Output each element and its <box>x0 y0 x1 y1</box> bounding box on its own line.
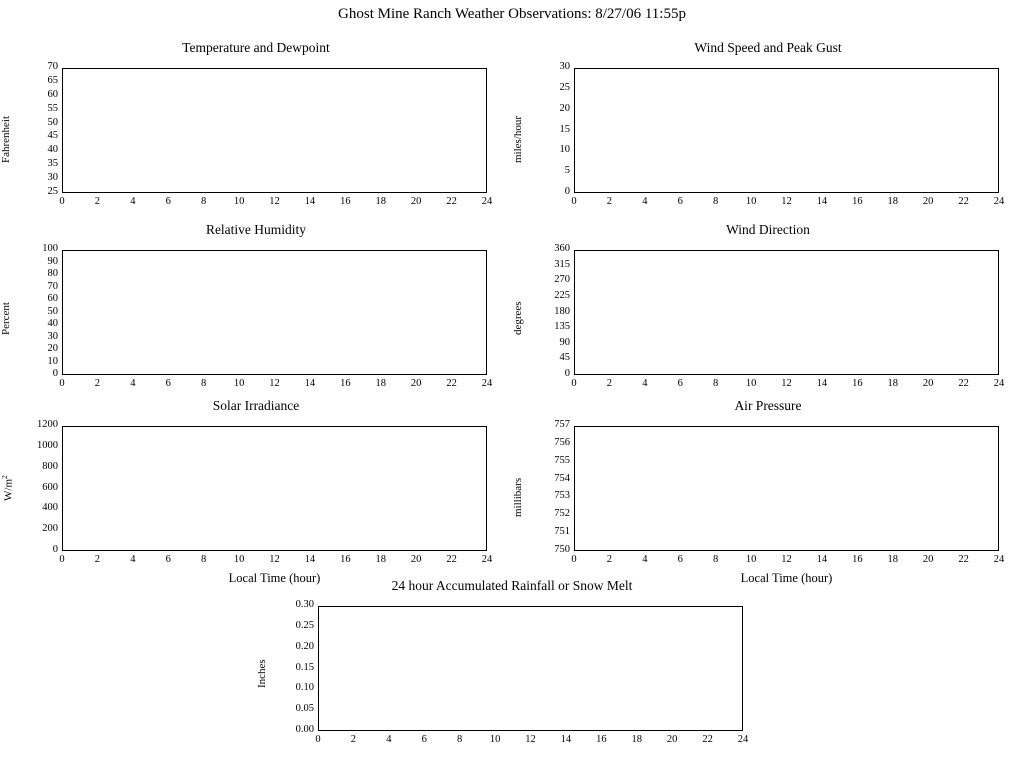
y-tick-temperature: 40 <box>47 144 58 156</box>
x-tick-wind_speed: 6 <box>677 196 683 207</box>
x-tick-pressure: 4 <box>642 554 648 565</box>
chart-title-humidity: Relative Humidity <box>205 222 307 237</box>
x-tick-rainfall: 22 <box>702 734 713 745</box>
y-tick-pressure: 755 <box>554 454 570 466</box>
x-axis-label-solar: Local Time (hour) <box>228 571 321 585</box>
x-tick-wind_direction: 0 <box>571 378 577 389</box>
x-tick-rainfall: 10 <box>489 734 501 745</box>
x-tick-pressure: 18 <box>887 554 898 565</box>
x-tick-rainfall: 2 <box>350 734 357 745</box>
plot-area-rainfall <box>318 606 743 731</box>
x-tick-solar: 4 <box>130 554 136 565</box>
x-tick-solar: 20 <box>410 554 422 565</box>
x-tick-humidity: 18 <box>375 378 386 389</box>
x-tick-humidity: 20 <box>410 378 422 389</box>
chart-panel-wind-direction <box>512 222 1024 402</box>
y-tick-temperature: 70 <box>47 61 58 72</box>
x-tick-humidity: 14 <box>304 378 316 389</box>
x-tick-temperature: 8 <box>201 196 207 207</box>
y-tick-solar: 600 <box>42 481 58 493</box>
plot-canvas-temperature <box>62 68 487 193</box>
plot-area-solar <box>62 426 487 551</box>
x-tick-rainfall: 8 <box>457 734 463 745</box>
x-tick-pressure: 24 <box>993 554 1005 565</box>
x-tick-solar: 22 <box>446 554 457 565</box>
y-tick-solar: 800 <box>42 460 58 472</box>
chart-title-pressure: Air Pressure <box>734 398 802 413</box>
y-tick-rainfall: 0.20 <box>295 640 314 652</box>
x-tick-humidity: 2 <box>94 378 101 389</box>
x-tick-wind_speed: 4 <box>642 196 648 207</box>
x-tick-temperature: 24 <box>481 196 493 207</box>
y-tick-humidity: 80 <box>47 268 58 279</box>
plot-canvas-wind_direction <box>574 250 999 375</box>
x-tick-pressure: 16 <box>852 554 863 565</box>
x-tick-humidity: 0 <box>59 378 65 389</box>
y-tick-pressure: 756 <box>554 436 570 448</box>
x-tick-wind_direction: 8 <box>713 378 719 389</box>
x-tick-pressure: 10 <box>745 554 757 565</box>
plot-area-humidity <box>62 250 487 375</box>
y-tick-pressure: 754 <box>554 472 570 484</box>
y-tick-humidity: 10 <box>47 355 58 367</box>
y-tick-temperature: 55 <box>47 102 58 114</box>
y-axis-label-pressure: millibars <box>512 478 524 518</box>
x-tick-temperature: 10 <box>233 196 245 207</box>
y-axis-label-solar: $W/m^2$ <box>0 475 15 502</box>
y-tick-temperature: 25 <box>47 186 58 197</box>
x-tick-humidity: 10 <box>233 378 245 389</box>
x-tick-wind_speed: 22 <box>958 196 969 207</box>
x-tick-humidity: 8 <box>201 378 207 389</box>
y-tick-wind_speed: 10 <box>559 144 570 156</box>
x-tick-wind_speed: 20 <box>922 196 934 207</box>
y-tick-temperature: 45 <box>47 130 58 142</box>
x-tick-wind_direction: 2 <box>606 378 613 389</box>
y-tick-rainfall: 0.25 <box>295 619 314 631</box>
x-tick-solar: 12 <box>269 554 280 565</box>
x-tick-wind_speed: 12 <box>781 196 792 207</box>
y-tick-humidity: 90 <box>47 255 58 267</box>
x-tick-wind_speed: 10 <box>745 196 757 207</box>
x-tick-humidity: 16 <box>340 378 351 389</box>
x-tick-pressure: 12 <box>781 554 792 565</box>
y-tick-pressure: 752 <box>554 508 570 520</box>
page-title: Ghost Mine Ranch Weather Observations: 8/27/06 11:55p <box>338 6 686 22</box>
chart-panel-temperature <box>0 40 512 220</box>
x-axis-label-pressure: Local Time (hour) <box>740 571 833 585</box>
x-tick-solar: 16 <box>340 554 351 565</box>
y-tick-rainfall: 0.10 <box>295 682 314 694</box>
y-tick-wind_direction: 360 <box>554 243 570 254</box>
x-tick-humidity: 22 <box>446 378 457 389</box>
x-tick-pressure: 0 <box>571 554 577 565</box>
y-tick-wind_direction: 270 <box>554 274 570 286</box>
y-tick-wind_direction: 135 <box>554 321 570 333</box>
x-tick-wind_direction: 22 <box>958 378 969 389</box>
y-tick-humidity: 30 <box>47 330 58 342</box>
y-tick-temperature: 60 <box>47 88 58 100</box>
y-tick-solar: 400 <box>42 502 58 514</box>
x-tick-wind_direction: 18 <box>887 378 898 389</box>
x-tick-solar: 2 <box>94 554 101 565</box>
chart-title-wind-direction: Wind Direction <box>726 222 810 237</box>
y-tick-solar: 200 <box>42 523 58 535</box>
x-tick-wind_speed: 18 <box>887 196 898 207</box>
x-tick-humidity: 12 <box>269 378 280 389</box>
x-tick-pressure: 22 <box>958 554 969 565</box>
x-tick-wind_direction: 10 <box>745 378 757 389</box>
y-tick-wind_speed: 25 <box>559 81 570 93</box>
x-tick-solar: 24 <box>481 554 493 565</box>
x-tick-rainfall: 0 <box>315 734 321 745</box>
x-tick-rainfall: 6 <box>421 734 427 745</box>
x-tick-pressure: 20 <box>922 554 934 565</box>
y-tick-wind_direction: 180 <box>554 305 570 317</box>
x-tick-rainfall: 4 <box>386 734 392 745</box>
y-tick-solar: 1200 <box>37 419 58 430</box>
x-tick-pressure: 8 <box>713 554 719 565</box>
y-tick-temperature: 50 <box>47 116 58 128</box>
y-tick-humidity: 70 <box>47 280 58 292</box>
y-tick-wind_speed: 0 <box>564 186 570 197</box>
x-tick-humidity: 4 <box>130 378 136 389</box>
y-tick-wind_direction: 315 <box>554 258 570 270</box>
plot-area-wind_speed <box>574 68 999 193</box>
plot-canvas-rainfall <box>318 606 743 731</box>
plot-canvas-solar <box>62 426 487 551</box>
x-tick-temperature: 22 <box>446 196 457 207</box>
y-tick-pressure: 753 <box>554 490 570 502</box>
y-tick-rainfall: 0.05 <box>295 703 314 715</box>
y-tick-temperature: 65 <box>47 74 58 86</box>
y-axis-label-wind_speed: miles/hour <box>512 115 524 163</box>
chart-panel-solar <box>0 398 512 588</box>
x-tick-wind_direction: 20 <box>922 378 934 389</box>
x-tick-solar: 18 <box>375 554 386 565</box>
x-tick-wind_speed: 24 <box>993 196 1005 207</box>
x-tick-wind_speed: 0 <box>571 196 577 207</box>
y-tick-wind_speed: 15 <box>559 123 570 135</box>
x-tick-solar: 10 <box>233 554 245 565</box>
y-tick-humidity: 0 <box>52 368 58 379</box>
y-tick-rainfall: 0.15 <box>295 661 314 673</box>
y-tick-rainfall: 0.00 <box>295 724 314 735</box>
y-tick-wind_speed: 30 <box>559 61 570 72</box>
y-tick-humidity: 50 <box>47 305 58 317</box>
y-tick-wind_direction: 90 <box>559 336 570 348</box>
x-tick-solar: 6 <box>165 554 171 565</box>
chart-panel-rainfall <box>256 578 768 758</box>
x-tick-pressure: 14 <box>816 554 828 565</box>
chart-title-rainfall: 24 hour Accumulated Rainfall or Snow Melt <box>391 578 633 593</box>
chart-title-temperature: Temperature and Dewpoint <box>182 40 330 55</box>
y-axis-label-temperature: Fahrenheit <box>0 115 12 163</box>
chart-panel-wind-speed <box>512 40 1024 220</box>
y-tick-wind_direction: 225 <box>554 289 570 301</box>
x-tick-wind_direction: 6 <box>677 378 683 389</box>
y-tick-humidity: 40 <box>47 318 58 329</box>
x-tick-wind_speed: 2 <box>606 196 613 207</box>
x-tick-wind_speed: 16 <box>852 196 863 207</box>
y-axis-label-humidity: Percent <box>0 301 12 335</box>
y-tick-pressure: 750 <box>554 544 570 555</box>
y-tick-wind_direction: 45 <box>559 352 570 364</box>
y-tick-pressure: 757 <box>554 419 570 430</box>
chart-title-solar: Solar Irradiance <box>212 398 300 413</box>
x-tick-temperature: 14 <box>304 196 316 207</box>
x-tick-wind_direction: 24 <box>993 378 1005 389</box>
x-tick-solar: 0 <box>59 554 65 565</box>
x-tick-temperature: 2 <box>94 196 101 207</box>
y-tick-wind_speed: 5 <box>564 165 570 177</box>
x-tick-wind_speed: 14 <box>816 196 828 207</box>
x-tick-temperature: 16 <box>340 196 351 207</box>
x-tick-pressure: 2 <box>606 554 613 565</box>
y-tick-temperature: 30 <box>47 172 58 184</box>
plot-canvas-humidity <box>62 250 487 375</box>
chart-panel-humidity <box>0 222 512 402</box>
y-tick-wind_direction: 0 <box>564 368 570 379</box>
x-tick-rainfall: 18 <box>631 734 642 745</box>
plot-area-wind_direction <box>574 250 999 375</box>
x-tick-temperature: 4 <box>130 196 136 207</box>
y-tick-pressure: 751 <box>554 526 570 538</box>
y-axis-label-rainfall: Inches <box>256 658 268 688</box>
plot-area-pressure <box>574 426 999 551</box>
x-tick-temperature: 20 <box>410 196 422 207</box>
x-tick-wind_direction: 14 <box>816 378 828 389</box>
plot-canvas-wind_speed <box>574 68 999 193</box>
x-tick-rainfall: 24 <box>737 734 749 745</box>
y-tick-solar: 0 <box>52 544 58 555</box>
x-tick-rainfall: 16 <box>596 734 607 745</box>
y-tick-rainfall: 0.30 <box>295 599 314 610</box>
y-axis-label-wind_direction: degrees <box>512 301 524 335</box>
x-tick-temperature: 6 <box>165 196 171 207</box>
x-tick-solar: 8 <box>201 554 207 565</box>
y-tick-humidity: 20 <box>47 343 58 354</box>
y-tick-wind_speed: 20 <box>559 102 570 114</box>
x-tick-wind_direction: 16 <box>852 378 863 389</box>
chart-title-wind-speed: Wind Speed and Peak Gust <box>694 40 842 55</box>
x-tick-rainfall: 14 <box>560 734 572 745</box>
x-tick-wind_direction: 12 <box>781 378 792 389</box>
x-tick-wind_speed: 8 <box>713 196 719 207</box>
x-tick-temperature: 12 <box>269 196 280 207</box>
x-tick-temperature: 18 <box>375 196 386 207</box>
x-tick-rainfall: 20 <box>666 734 678 745</box>
plot-canvas-pressure <box>574 426 999 551</box>
y-tick-humidity: 60 <box>47 293 58 304</box>
x-tick-humidity: 6 <box>165 378 171 389</box>
x-tick-humidity: 24 <box>481 378 493 389</box>
y-tick-solar: 1000 <box>37 439 58 451</box>
x-tick-solar: 14 <box>304 554 316 565</box>
x-tick-rainfall: 12 <box>525 734 536 745</box>
x-tick-temperature: 0 <box>59 196 65 207</box>
x-tick-wind_direction: 4 <box>642 378 648 389</box>
x-tick-pressure: 6 <box>677 554 683 565</box>
y-tick-humidity: 100 <box>42 243 58 254</box>
plot-area-temperature <box>62 68 487 193</box>
y-tick-temperature: 35 <box>47 158 58 170</box>
chart-panel-pressure <box>512 398 1024 588</box>
